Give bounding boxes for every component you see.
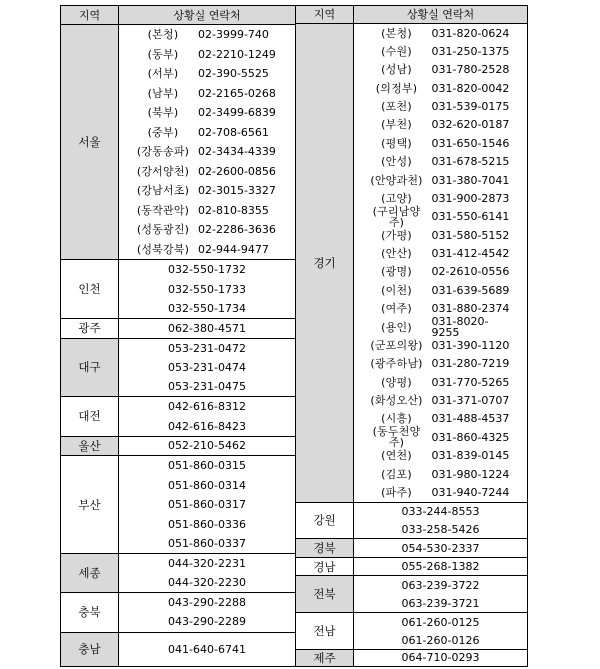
phone-number: 02-2210-1249: [198, 47, 276, 61]
region-row: [296, 558, 527, 576]
office-name: (동부): [147, 47, 179, 61]
region-row: [61, 339, 295, 398]
phone-number: 061-260-0126: [401, 633, 480, 647]
region-name: 대전: [61, 397, 119, 435]
phone-number: 02-3434-4339: [198, 145, 276, 159]
table-header: [61, 6, 295, 25]
region-row: [61, 25, 295, 260]
contact-line: [354, 650, 527, 666]
phone-number: 063-239-3722: [401, 578, 480, 592]
contact-line: [354, 465, 527, 483]
phone-number: 032-550-1733: [168, 282, 246, 296]
contact-cell: [119, 554, 295, 592]
phone-number: 064-710-0293: [401, 651, 480, 665]
phone-number: 031-550-6141: [431, 210, 510, 224]
region-row: [296, 650, 527, 666]
contact-line: [354, 613, 527, 631]
contact-cell: [354, 503, 527, 539]
contact-line: [119, 319, 295, 338]
phone-number: 02-2286-3636: [198, 223, 276, 237]
phone-number: 02-708-6561: [198, 125, 269, 139]
office-name: (연천): [381, 449, 412, 463]
office-name: (구리남양주): [372, 204, 421, 229]
contact-line: [354, 391, 527, 409]
contact-line: [354, 281, 527, 299]
region-row: [296, 539, 527, 557]
phone-number: 044-320-2230: [168, 576, 246, 590]
region-name: 충남: [61, 633, 119, 666]
contact-line: [119, 416, 295, 435]
contact-line: [354, 520, 527, 538]
office-name: (성남): [381, 63, 412, 77]
phone-number: 031-539-0175: [431, 100, 510, 114]
contact-cell: [119, 339, 295, 397]
office-name: (본청): [147, 28, 179, 42]
office-name: (이천): [381, 283, 412, 297]
contact-line: [119, 377, 295, 396]
office-name: (강서양천): [136, 164, 190, 178]
office-name: (성동광진): [136, 223, 190, 237]
phone-number: 031-371-0707: [431, 394, 510, 408]
contact-line: [354, 42, 527, 60]
contact-line: [119, 397, 295, 416]
phone-number: 02-810-8355: [198, 203, 269, 217]
contact-line: [354, 558, 527, 575]
contact-line: [119, 593, 295, 612]
region-name: 전남: [296, 613, 354, 649]
contact-header: 상황실 연락처: [173, 9, 241, 22]
phone-number: 062-380-4571: [168, 321, 246, 335]
phone-number: 031-980-1224: [431, 467, 510, 481]
office-name: (수원): [381, 44, 412, 58]
phone-number: 031-880-2374: [431, 302, 510, 316]
phone-number: 053-231-0474: [168, 360, 246, 374]
office-name: (화성오산): [370, 394, 423, 408]
region-name: 충북: [61, 593, 119, 631]
phone-number: 042-616-8423: [168, 419, 246, 433]
contact-line: [119, 456, 295, 475]
office-name: (북부): [147, 106, 179, 120]
phone-number: 051-860-0336: [168, 517, 246, 531]
office-name: (시흥): [381, 412, 412, 426]
office-name: (가평): [381, 228, 412, 242]
contact-line: [354, 336, 527, 354]
office-name: (안산): [381, 247, 412, 261]
phone-number: 051-860-0314: [168, 478, 246, 492]
office-name: (서부): [147, 67, 179, 81]
phone-number: 031-820-0624: [431, 26, 510, 40]
contact-line: [119, 84, 295, 104]
region-name: 부산: [61, 456, 119, 553]
region-row: [61, 593, 295, 632]
region-row: [61, 319, 295, 339]
contact-line: [354, 576, 527, 594]
contact-cell: [119, 397, 295, 435]
phone-number: 02-944-9477: [198, 242, 269, 256]
contact-line: [119, 299, 295, 318]
phone-number: 031-250-1375: [431, 44, 510, 58]
office-name: (여주): [381, 302, 412, 316]
office-name: (남부): [147, 86, 179, 100]
contact-line: [119, 45, 295, 65]
office-name: (고양): [381, 191, 412, 205]
region-name: 경남: [296, 558, 354, 575]
region-name: 경기: [296, 24, 354, 502]
office-name: (강동송파): [136, 145, 190, 159]
region-row: [61, 397, 295, 436]
contact-line: [354, 226, 527, 244]
region-row: [61, 456, 295, 554]
phone-number: 031-900-2873: [431, 191, 510, 205]
phone-number: 031-380-7041: [431, 173, 510, 187]
office-name: (김포): [381, 467, 412, 481]
region-header: 지역: [296, 6, 354, 23]
contact-line: [119, 573, 295, 592]
phone-number: 051-860-0315: [168, 459, 246, 473]
contact-line: [354, 61, 527, 79]
contact-line: [354, 355, 527, 373]
contact-line: [119, 201, 295, 221]
contact-header: 상황실 연락처: [406, 8, 475, 22]
contact-line: [354, 446, 527, 464]
office-name: (평택): [381, 136, 412, 150]
phone-number: 031-820-0042: [431, 81, 510, 95]
phone-number: 053-231-0475: [168, 380, 246, 394]
region-name: 인천: [61, 260, 119, 318]
phone-number: 031-650-1546: [431, 136, 510, 150]
contact-line: [119, 633, 295, 666]
contact-line: [119, 181, 295, 201]
phone-number: 032-550-1734: [168, 301, 246, 315]
phone-number: 063-239-3721: [401, 596, 480, 610]
office-name: (포천): [381, 100, 412, 114]
phone-number: 032-550-1732: [168, 263, 246, 277]
contact-line: [119, 123, 295, 143]
contact-line: [119, 534, 295, 553]
office-name: (의정부): [375, 81, 418, 95]
contact-cell: [119, 437, 295, 456]
region-row: [61, 437, 295, 457]
region-name: 대구: [61, 339, 119, 397]
contact-line: [354, 263, 527, 281]
contact-line: [354, 171, 527, 189]
contact-line: [119, 162, 295, 182]
phone-number: 02-2610-0556: [431, 265, 510, 279]
contact-cell: [354, 650, 527, 666]
phone-number: 031-390-1120: [431, 338, 510, 352]
region-row: [296, 24, 527, 503]
contact-cell: [119, 319, 295, 338]
phone-number: 02-3999-740: [198, 28, 269, 42]
region-name: 울산: [61, 437, 119, 456]
office-name: (중부): [147, 125, 179, 139]
contact-cell: [119, 633, 295, 666]
contact-line: [354, 503, 527, 521]
phone-number: 054-530-2337: [401, 541, 480, 555]
contact-line: [119, 554, 295, 573]
contact-line: [354, 79, 527, 97]
phone-number: 061-260-0125: [401, 615, 480, 629]
contact-line: [354, 204, 527, 229]
contact-cell: [119, 25, 295, 259]
office-name: (용인): [381, 320, 412, 334]
contact-line: [354, 373, 527, 391]
phone-number: 031-860-4325: [431, 430, 510, 444]
contact-line: [354, 594, 527, 612]
region-name: 경북: [296, 539, 354, 556]
phone-number: 031-580-5152: [431, 228, 510, 242]
contact-line: [354, 97, 527, 115]
contact-line: [119, 495, 295, 514]
phone-number: 051-860-0317: [168, 498, 246, 512]
region-row: [61, 260, 295, 319]
contact-line: [119, 476, 295, 495]
table-header: [296, 6, 527, 24]
contact-line: [119, 103, 295, 123]
contact-line: [119, 514, 295, 533]
phone-number: 044-320-2231: [168, 557, 246, 571]
phone-number: 031-8020-9255: [431, 315, 489, 340]
phone-number: 053-231-0472: [168, 341, 246, 355]
phone-number: 031-488-4537: [431, 412, 510, 426]
region-row: [61, 554, 295, 593]
phone-number: 031-639-5689: [431, 283, 510, 297]
office-name: (파주): [381, 485, 412, 499]
contact-line: [354, 24, 527, 42]
contact-line: [119, 240, 295, 260]
contact-line: [119, 279, 295, 298]
office-name: (양평): [381, 375, 412, 389]
phone-number: 043-290-2288: [168, 596, 246, 610]
phone-number: 042-616-8312: [168, 400, 246, 414]
office-name: (안양과천): [370, 173, 423, 187]
office-name: (안성): [381, 155, 412, 169]
phone-number: 031-678-5215: [431, 155, 510, 169]
region-name: 강원: [296, 503, 354, 539]
phone-number: 033-258-5426: [401, 522, 480, 536]
contact-line: [354, 116, 527, 134]
contact-line: [119, 437, 295, 456]
region-name: 전북: [296, 576, 354, 612]
office-name: (성북강북): [136, 242, 190, 256]
contact-cell: [354, 558, 527, 575]
contact-line: [354, 539, 527, 556]
region-name: 제주: [296, 650, 354, 666]
phone-number: 033-244-8553: [401, 504, 480, 518]
phone-number: 02-3499-6839: [198, 106, 276, 120]
region-row: [296, 503, 527, 540]
phone-number: 02-2165-0268: [198, 86, 276, 100]
contacts-table-left: [60, 5, 296, 667]
office-name: (강남서초): [136, 184, 190, 198]
contact-line: [354, 244, 527, 262]
region-row: [296, 576, 527, 613]
phone-number: 031-940-7244: [431, 485, 510, 499]
phone-number: 031-780-2528: [431, 63, 510, 77]
office-name: (동두천양주): [372, 425, 421, 450]
phone-number: 02-390-5525: [198, 67, 269, 81]
office-name: (동작관악): [136, 203, 190, 217]
contact-line: [354, 152, 527, 170]
contact-line: [354, 483, 527, 501]
phone-number: 031-839-0145: [431, 449, 510, 463]
contact-cell: [354, 539, 527, 556]
region-name: 세종: [61, 554, 119, 592]
contact-line: [119, 260, 295, 279]
region-header: 지역: [61, 6, 119, 24]
contact-line: [119, 25, 295, 45]
phone-number: 031-280-7219: [431, 357, 510, 371]
contact-line: [119, 142, 295, 162]
contact-line: [354, 315, 527, 340]
contact-cell: [354, 24, 527, 502]
region-name: 서울: [61, 25, 119, 259]
office-name: (광명): [381, 265, 412, 279]
contact-line: [354, 631, 527, 649]
contact-cell: [119, 456, 295, 553]
phone-number: 055-268-1382: [401, 560, 480, 574]
office-name: (본청): [381, 26, 412, 40]
phone-number: 051-860-0337: [168, 536, 246, 550]
phone-number: 031-412-4542: [431, 247, 510, 261]
contact-cell: [119, 593, 295, 631]
contact-cell: [354, 576, 527, 612]
contact-cell: [354, 613, 527, 649]
contact-line: [119, 358, 295, 377]
region-row: [61, 633, 295, 666]
contact-line: [119, 339, 295, 358]
region-name: 광주: [61, 319, 119, 338]
office-name: (광주하남): [370, 357, 423, 371]
contact-line: [354, 425, 527, 450]
contacts-table-right: [295, 5, 528, 667]
contact-line: [354, 134, 527, 152]
phone-number: 052-210-5462: [168, 439, 246, 453]
phone-number: 041-640-6741: [168, 642, 246, 656]
office-name: (부천): [381, 118, 412, 132]
phone-number: 032-620-0187: [431, 118, 510, 132]
region-row: [296, 613, 527, 650]
contact-line: [119, 612, 295, 631]
office-name: (군포의왕): [370, 338, 423, 352]
phone-number: 02-3015-3327: [198, 184, 276, 198]
phone-number: 031-770-5265: [431, 375, 510, 389]
contact-cell: [119, 260, 295, 318]
phone-number: 02-2600-0856: [198, 164, 276, 178]
phone-number: 043-290-2289: [168, 615, 246, 629]
contact-line: [119, 220, 295, 240]
contact-line: [119, 64, 295, 84]
